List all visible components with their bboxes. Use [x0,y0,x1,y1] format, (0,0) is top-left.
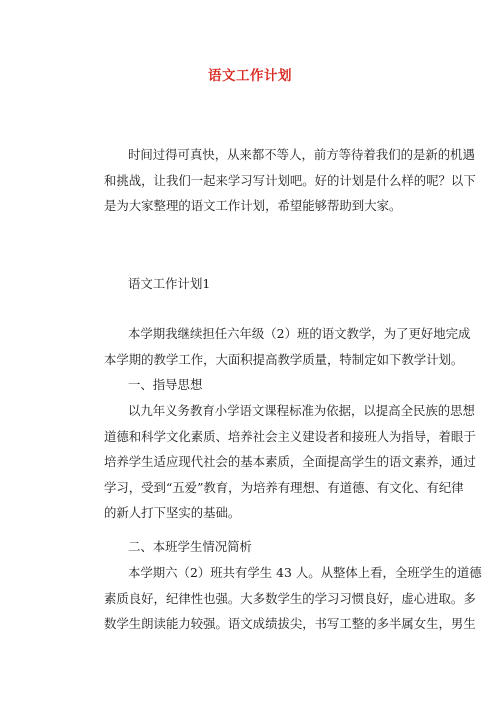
paragraph-2 [104,398,476,526]
document-title: 语文工作计划 [208,68,292,84]
text-line: 时间过得可真快，从来都不等人，前方等待着我们的是新的机遇 [128,147,475,162]
heading-guiding-ideology: 一、指导思想 [128,377,203,392]
text-line: 是为大家整理的语文工作计划，希望能够帮助到大家。 [104,198,402,213]
text-line: 数学生朗读能力较强。语文成绩拔尖，书写工整的多半属女生，男生 [104,616,476,631]
heading-1-paragraph [104,372,404,398]
section-subtitle-paragraph [104,271,404,297]
text-line: 和挑战，让我们一起来学习写计划吧。好的计划是什么样的呢？以下 [104,172,476,188]
text-line: 以九年义务教育小学语文课程标准为依据，以提高全民族的思想 [128,403,475,418]
section-subtitle: 语文工作计划1 [128,276,211,291]
text-line: 本学期的教学工作，大面积提高教学质量，特制定如下教学计划。 [104,351,464,367]
paragraph-1 [104,321,471,372]
heading-class-analysis: 二、本班学生情况简析 [128,539,252,554]
intro-paragraph [104,142,476,219]
text-line: 学习，受到“五爱”教育，为培养有理想、有道德、有文化、有纪律 [104,479,464,495]
text-line: 培养学生适应现代社会的基本素质，全面提高学生的语文素养，通过 [104,454,476,469]
text-line: 道德和科学文化素质、培养社会主义建设者和接班人为指导，着眼于 [104,428,476,444]
heading-2-paragraph [104,534,404,560]
paragraph-3 [104,560,482,637]
text-line: 的新人打下坚实的基础。 [104,505,241,520]
text-line: 本学期六（2）班共有学生 43 人。从整体上看，全班学生的道德 [128,565,482,580]
text-line: 素质良好，纪律性也强。大多数学生的学习习惯良好，虚心进取。多 [104,590,476,606]
text-line: 本学期我继续担任六年级（2）班的语文教学，为了更好地完成 [128,326,471,341]
